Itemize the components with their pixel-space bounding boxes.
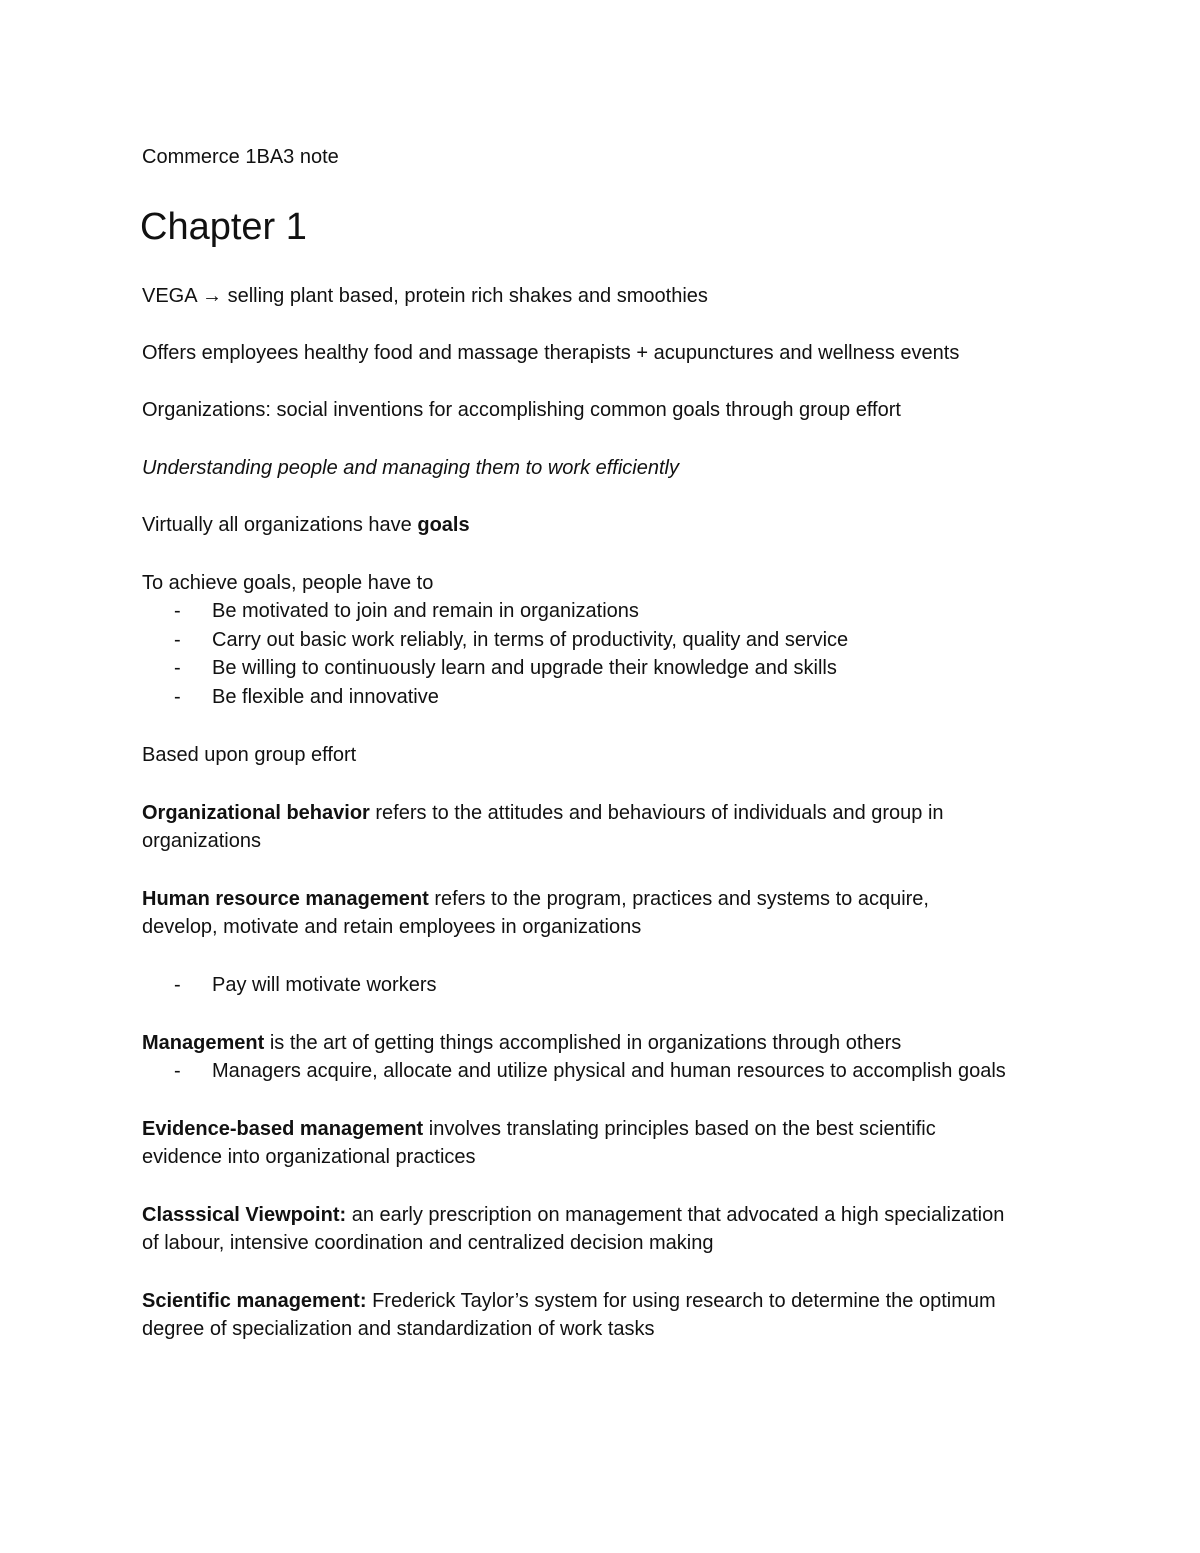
hrm-term: Human resource management — [142, 888, 429, 910]
classical-term: Classsical Viewpoint: — [142, 1204, 347, 1226]
bullet-dash: - — [174, 600, 181, 622]
classical-definition-line2: of labour, intensive coordination and centralized decision making — [142, 1232, 714, 1254]
hrm-bullet: Pay will motivate workers — [212, 974, 437, 996]
understanding-line: Understanding people and managing them to work efficiently — [142, 457, 679, 479]
list-item: Carry out basic work reliably, in terms of productivity, quality and service — [212, 629, 849, 651]
hrm-definition-line1 — [142, 885, 929, 913]
goals-text: Virtually all organizations have — [142, 514, 412, 536]
classical-definition-text: an early prescription on management that advocated a high specialization — [351, 1204, 1005, 1226]
ob-definition-line2: organizations — [142, 830, 261, 852]
bullet-dash: - — [174, 1060, 181, 1082]
goals-line — [142, 511, 470, 539]
ebm-definition-line1 — [142, 1115, 936, 1143]
vega-label: VEGA — [142, 285, 197, 307]
management-bullet: Managers acquire, allocate and utilize physical and human resources to accomplish goals — [212, 1060, 1006, 1082]
bullet-dash: - — [174, 686, 181, 708]
organizations-definition: Organizations: social inventions for accomplishing common goals through group effort — [142, 399, 901, 421]
chapter-heading: Chapter 1 — [140, 206, 307, 248]
note-title: Commerce 1BA3 note — [142, 146, 339, 168]
scientific-term: Scientific management: — [142, 1290, 367, 1312]
scientific-definition-text: Frederick Taylor’s system for using research to determine the optimum — [372, 1290, 996, 1312]
vega-description: selling plant based, protein rich shakes and smoothies — [227, 285, 708, 307]
ebm-definition-text: involves translating principles based on the best scientific — [428, 1118, 936, 1140]
classical-definition-line1 — [142, 1201, 1004, 1229]
management-term: Management — [142, 1032, 265, 1054]
right-arrow-icon: → — [202, 285, 223, 307]
management-definition — [142, 1029, 901, 1057]
achieve-intro: To achieve goals, people have to — [142, 572, 434, 594]
bullet-dash: - — [174, 974, 181, 996]
ebm-definition-line2: evidence into organizational practices — [142, 1146, 476, 1168]
offers-line: Offers employees healthy food and massage therapists + acupunctures and wellness events — [142, 342, 960, 364]
bullet-dash: - — [174, 629, 181, 651]
ob-term: Organizational behavior — [142, 802, 370, 824]
group-effort-line: Based upon group effort — [142, 744, 357, 766]
list-item: Be willing to continuously learn and upgrade their knowledge and skills — [212, 657, 837, 679]
ob-definition-text: refers to the attitudes and behaviours of individuals and group in — [375, 802, 944, 824]
management-definition-text: is the art of getting things accomplished in organizations through others — [269, 1032, 902, 1054]
hrm-definition-text: refers to the program, practices and systems to acquire, — [434, 888, 929, 910]
ebm-term: Evidence-based management — [142, 1118, 424, 1140]
scientific-definition-line1 — [142, 1287, 996, 1315]
ob-definition-line1 — [142, 799, 944, 827]
hrm-definition-line2: develop, motivate and retain employees in organizations — [142, 916, 642, 938]
scientific-definition-line2: degree of specialization and standardization of work tasks — [142, 1318, 655, 1340]
goals-term: goals — [417, 514, 470, 536]
vega-line — [142, 282, 708, 310]
list-item: Be flexible and innovative — [212, 686, 439, 708]
list-item: Be motivated to join and remain in organizations — [212, 600, 639, 622]
bullet-dash: - — [174, 657, 181, 679]
